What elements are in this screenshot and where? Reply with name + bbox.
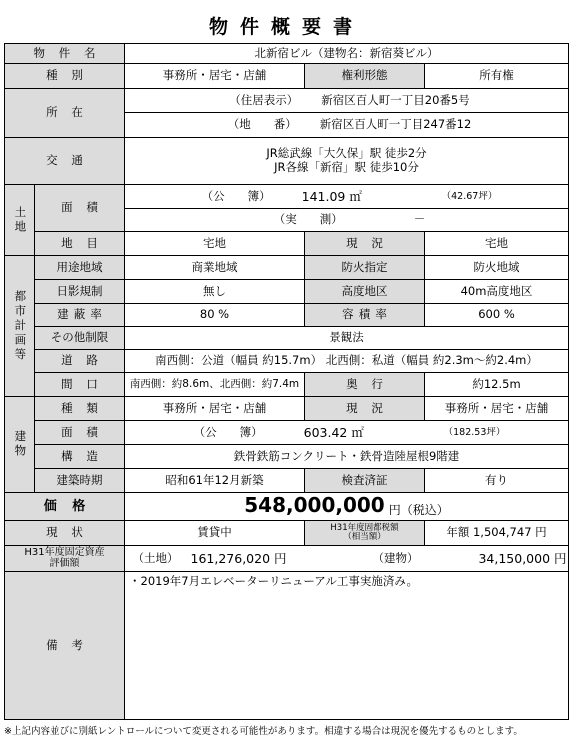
- rights-value: 所有権: [425, 64, 568, 89]
- assessment-row: [125, 546, 568, 572]
- building-area-label: 面積: [35, 421, 125, 445]
- property-summary-table: [4, 43, 569, 720]
- price-value: 548,000,000: [244, 493, 385, 517]
- youseki-value: 600 %: [425, 304, 568, 327]
- footnote: ※上記内容並びに別紙レントロールについて変更される可能性があります。相違する場合は現況を優先するものとします。: [4, 726, 523, 737]
- city-planning-group-label: 都市計画等: [5, 256, 35, 397]
- address-value: 新宿区百人町一丁目20番5号: [321, 92, 470, 107]
- hikage-value: 無し: [125, 280, 305, 304]
- assessment-land-value: 161,276,020 円: [190, 551, 287, 566]
- building-group-label: 建物: [5, 397, 35, 493]
- price-cell: [125, 493, 568, 521]
- building-kind-label: 種類: [35, 397, 125, 421]
- structure-label: 構造: [35, 445, 125, 469]
- location-label: 所在: [5, 89, 125, 138]
- land-jissoku-label: （実 測）: [273, 212, 343, 227]
- transport-value: [125, 138, 568, 185]
- transport-line-2: JR各線「新宿」駅 徒歩10分: [274, 160, 419, 174]
- bouka-label: 防火指定: [305, 256, 425, 280]
- remarks-label: 備考: [5, 572, 125, 719]
- youto-label: 用途地域: [35, 256, 125, 280]
- tax-label: [305, 521, 425, 546]
- assessment-bldg-value: 34,150,000 円: [478, 551, 567, 566]
- transport-line-1: JR総武線「大久保」駅 徒歩2分: [266, 146, 427, 161]
- youseki-label: 容積率: [305, 304, 425, 327]
- building-kobo-value: 603.42 ㎡: [303, 425, 364, 440]
- okuyuki-label: 奥行: [305, 373, 425, 397]
- land-area-label: 面積: [35, 185, 125, 232]
- koudo-label: 高度地区: [305, 280, 425, 304]
- tax-label-line-2: （相当額）: [343, 532, 386, 542]
- property-name-value: 北新宿ビル（建物名：新宿葵ビル）: [125, 44, 568, 64]
- assessment-land-label: （土地）: [132, 550, 179, 565]
- address-row: [125, 89, 568, 113]
- road-value: 南西側：公道（幅員 約15.7m） 北西側：私道（幅員 約2.3m～約2.4m）: [125, 350, 568, 373]
- status-value: 賃貸中: [125, 521, 305, 546]
- tax-value: 年額 1,504,747 円: [425, 521, 568, 546]
- maguchi-value: 南西側：約8.6m、北西側：約7.4m: [125, 373, 305, 397]
- built-label: 建築時期: [35, 469, 125, 493]
- building-genkyo-value: 事務所・居宅・店舗: [425, 397, 568, 421]
- structure-value: 鉄骨鉄筋コンクリート・鉄骨造陸屋根9階建: [125, 445, 568, 469]
- bouka-value: 防火地域: [425, 256, 568, 280]
- lot-value: 新宿区百人町一丁目247番12: [319, 117, 472, 132]
- maguchi-label: 間口: [35, 373, 125, 397]
- kensa-label: 検査済証: [305, 469, 425, 493]
- building-genkyo-label: 現況: [305, 397, 425, 421]
- land-chimoku-label: 地目: [35, 232, 125, 256]
- address-label: （住居表示）: [229, 92, 299, 107]
- building-kobo-label: （公 簿）: [193, 424, 263, 439]
- land-jissoku-value: －: [413, 212, 426, 227]
- building-kobo-tsubo: （182.53坪）: [443, 426, 506, 438]
- building-kobo-row: [125, 421, 568, 445]
- assessment-label: [5, 546, 125, 572]
- document-title: 物件概要書: [208, 16, 364, 38]
- land-kobo-tsubo: （42.67坪）: [441, 190, 498, 202]
- koudo-value: 40m高度地区: [425, 280, 568, 304]
- okuyuki-value: 約12.5m: [425, 373, 568, 397]
- land-kobo-value: 141.09 ㎡: [301, 189, 362, 204]
- youto-value: 商業地域: [125, 256, 305, 280]
- category-label: 種別: [5, 64, 125, 89]
- assessment-bldg-label: （建物）: [372, 550, 419, 565]
- kenpei-value: 80 %: [125, 304, 305, 327]
- land-jissoku-row: [125, 209, 568, 232]
- transport-label: 交通: [5, 138, 125, 185]
- assessment-label-line-2: 評価額: [49, 557, 80, 569]
- kenpei-label: 建蔽率: [35, 304, 125, 327]
- land-chimoku-value: 宅地: [125, 232, 305, 256]
- land-genkyo-label: 現況: [305, 232, 425, 256]
- land-kobo-row: [125, 185, 568, 209]
- rights-label: 権利形態: [305, 64, 425, 89]
- land-group-label: 土地: [5, 185, 35, 256]
- other-restriction-label: その他制限: [35, 327, 125, 350]
- category-value: 事務所・居宅・店舗: [125, 64, 305, 89]
- built-value: 昭和61年12月新築: [125, 469, 305, 493]
- other-restriction-value: 景観法: [125, 327, 568, 350]
- assessment-label-line-1: H31年度固定資産: [24, 547, 105, 558]
- hikage-label: 日影規制: [35, 280, 125, 304]
- status-label: 現状: [5, 521, 125, 546]
- remarks-value: ・2019年7月エレベーターリニューアル工事実施済み。: [129, 574, 419, 588]
- kensa-value: 有り: [425, 469, 568, 493]
- property-name-label: 物件名: [5, 44, 125, 64]
- land-genkyo-value: 宅地: [425, 232, 568, 256]
- tax-label-line-1: H31年度固都税額: [330, 523, 399, 534]
- road-label: 道路: [35, 350, 125, 373]
- lot-label: （地 番）: [227, 117, 297, 132]
- price-unit: 円（税込）: [388, 502, 449, 517]
- price-label: 価格: [5, 493, 125, 521]
- building-kind-value: 事務所・居宅・店舗: [125, 397, 305, 421]
- lot-row: [125, 113, 568, 138]
- land-kobo-label: （公 簿）: [201, 188, 271, 203]
